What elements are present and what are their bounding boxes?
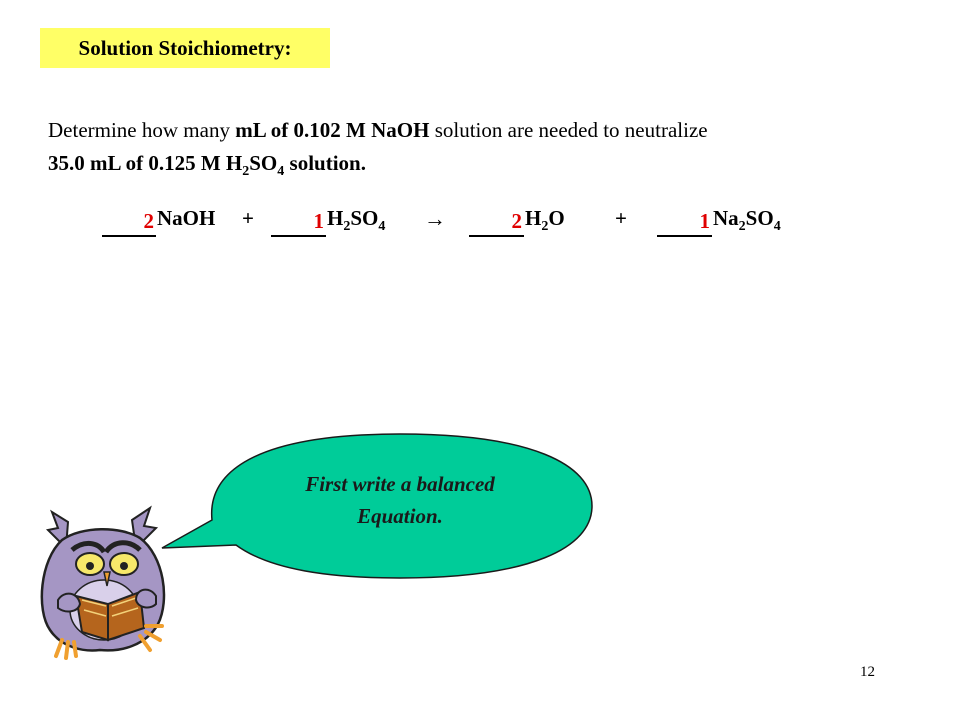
formula-na2so4: $Na_2SO_4$: [713, 206, 781, 234]
subscript: 2: [242, 164, 250, 179]
bubble-line-1: First write a balanced: [305, 472, 495, 496]
coefficient-blank-h2so4[interactable]: 1: [271, 207, 326, 237]
formula-h2o: $H_2O$: [525, 206, 565, 234]
bubble-line-2: Equation.: [357, 504, 443, 528]
problem-bold-text: 35.0 mL of 0.125 M H: [48, 151, 243, 175]
coefficient-blank-h2o[interactable]: 2: [469, 207, 524, 237]
formula-naoh: NaOH: [157, 206, 216, 230]
coefficient-blank-na2so4[interactable]: 1: [657, 207, 712, 237]
problem-bold-text: SO: [249, 151, 278, 175]
coefficient-blank-naoh[interactable]: 2: [102, 207, 156, 237]
problem-text: Determine how many: [48, 118, 236, 142]
formula-h2so4: $H_2SO_4$: [327, 206, 386, 234]
problem-bold-text: solution.: [284, 151, 366, 175]
problem-bold-text: mL of 0.102 M NaOH: [235, 118, 430, 142]
plus-sign: +: [615, 206, 627, 230]
subscript: 4: [277, 164, 285, 179]
plus-sign: +: [242, 206, 254, 230]
slide-title: Solution Stoichiometry:: [40, 28, 330, 68]
reaction-arrow-icon: →: [424, 206, 446, 231]
problem-text: solution are needed to neutralize: [429, 118, 708, 142]
page-number: 12: [860, 664, 875, 680]
